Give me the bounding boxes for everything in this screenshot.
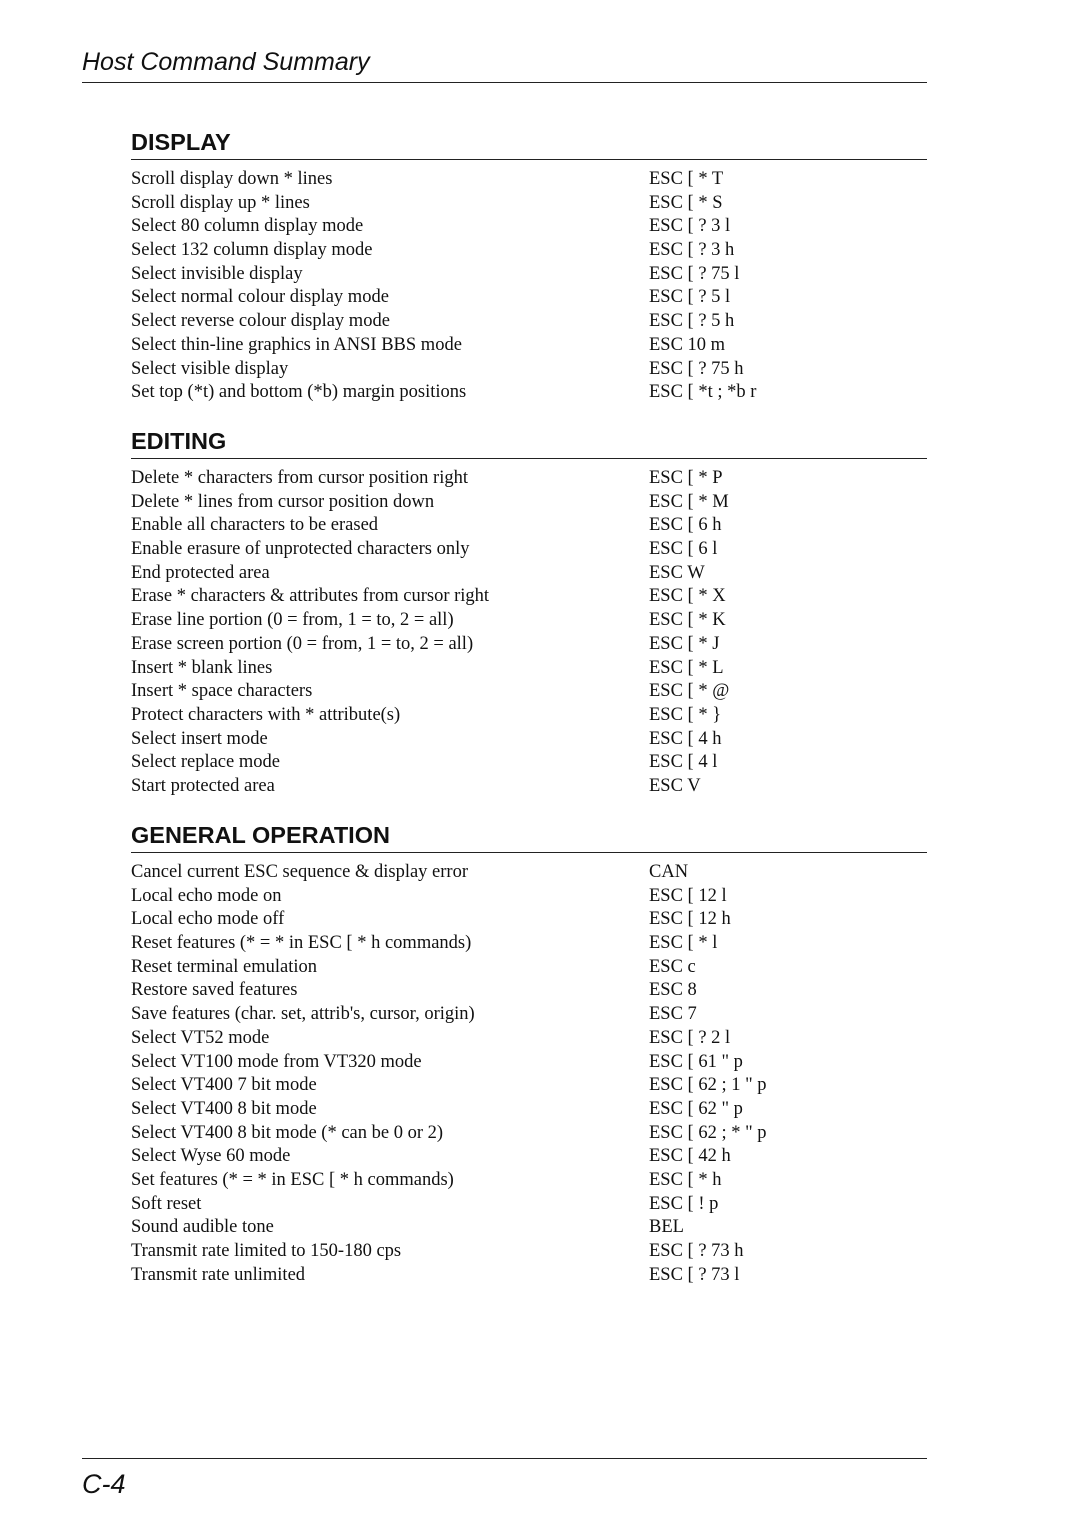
command-row xyxy=(131,1003,927,1027)
command-description: Enable all characters to be erased xyxy=(131,515,379,536)
command-description: Select visible display xyxy=(131,358,289,379)
section-general-operation xyxy=(131,820,927,1287)
command-description: Enable erasure of unprotected characters only xyxy=(131,539,470,560)
command-sequence: ESC [ 6 l xyxy=(649,539,718,560)
command-row xyxy=(131,704,927,728)
command-row xyxy=(131,1051,927,1075)
command-row xyxy=(131,215,927,239)
command-row xyxy=(131,1122,927,1146)
command-row xyxy=(131,192,927,216)
command-description: Reset terminal emulation xyxy=(131,956,317,977)
command-row xyxy=(131,657,927,681)
page-number: C-4 xyxy=(82,1469,126,1499)
command-description: Local echo mode off xyxy=(131,909,285,930)
command-sequence: ESC [ * h xyxy=(649,1169,722,1190)
command-description: Set top (*t) and bottom (*b) margin positions xyxy=(131,382,467,403)
command-row xyxy=(131,263,927,287)
command-row xyxy=(131,728,927,752)
section-editing xyxy=(131,426,927,799)
command-description: Save features (char. set, attrib's, cursor, origin) xyxy=(131,1004,475,1025)
command-description: Select thin-line graphics in ANSI BBS mode xyxy=(131,334,462,355)
command-row xyxy=(131,680,927,704)
command-sequence: ESC [ 12 l xyxy=(649,885,727,906)
command-sequence: ESC [ ! p xyxy=(649,1193,719,1214)
command-description: Scroll display up * lines xyxy=(131,192,310,213)
command-sequence: ESC [ * K xyxy=(649,610,726,631)
section-heading-general-operation: GENERAL OPERATION xyxy=(131,820,927,853)
command-description: Local echo mode on xyxy=(131,885,282,906)
command-sequence: ESC [ * P xyxy=(649,468,723,488)
command-sequence: ESC [ 62 ; 1 " p xyxy=(649,1075,767,1096)
command-row xyxy=(131,1027,927,1051)
command-sequence: ESC [ * l xyxy=(649,933,718,954)
command-row xyxy=(131,932,927,956)
command-sequence: ESC 10 m xyxy=(649,334,726,355)
command-sequence: ESC [ ? 2 l xyxy=(649,1027,731,1048)
command-row xyxy=(131,956,927,980)
command-description: Delete * characters from cursor position right xyxy=(131,468,468,488)
section-heading-editing: EDITING xyxy=(131,426,927,459)
command-row xyxy=(131,633,927,657)
command-description: Scroll display down * lines xyxy=(131,169,333,189)
page-header xyxy=(82,44,927,83)
command-description: Erase line portion (0 = from, 1 = to, 2 = all) xyxy=(131,610,454,631)
page-header-title: Host Command Summary xyxy=(82,48,370,76)
page-footer xyxy=(82,1458,927,1499)
command-sequence: ESC [ 4 l xyxy=(649,752,718,773)
command-sequence: ESC [ * S xyxy=(649,192,723,213)
command-description: Select VT400 7 bit mode xyxy=(131,1075,317,1096)
command-description: Select normal colour display mode xyxy=(131,287,389,308)
command-sequence: ESC [ ? 75 l xyxy=(649,263,740,284)
command-sequence: ESC [ 62 ; * " p xyxy=(649,1122,767,1143)
section-display xyxy=(131,127,927,405)
command-row xyxy=(131,775,927,799)
command-description: Soft reset xyxy=(131,1193,202,1214)
command-description: Erase * characters & attributes from cursor right xyxy=(131,586,490,607)
command-row xyxy=(131,609,927,633)
section-heading-display: DISPLAY xyxy=(131,127,927,160)
command-row xyxy=(131,286,927,310)
command-row xyxy=(131,1240,927,1264)
command-description: Set features (* = * in ESC [ * h commands) xyxy=(131,1169,454,1190)
command-row xyxy=(131,585,927,609)
command-description: Transmit rate limited to 150-180 cps xyxy=(131,1241,402,1261)
command-row xyxy=(131,381,927,405)
command-description: Select invisible display xyxy=(131,263,303,284)
command-sequence: ESC [ * J xyxy=(649,633,720,654)
command-list-editing xyxy=(131,467,927,799)
command-description: Select VT400 8 bit mode xyxy=(131,1098,317,1119)
command-description: Select Wyse 60 mode xyxy=(131,1146,291,1167)
command-sequence: ESC [ 4 h xyxy=(649,728,722,749)
command-sequence: ESC [ ? 73 h xyxy=(649,1241,744,1261)
command-sequence: ESC W xyxy=(649,562,705,583)
command-list-display xyxy=(131,168,927,405)
command-description: Select VT100 mode from VT320 mode xyxy=(131,1051,422,1072)
command-sequence: ESC [ * } xyxy=(649,704,722,725)
command-row xyxy=(131,1098,927,1122)
command-row xyxy=(131,358,927,382)
command-sequence: ESC 7 xyxy=(649,1004,697,1025)
command-row xyxy=(131,861,927,885)
command-sequence: ESC [ * X xyxy=(649,586,726,607)
command-sequence: ESC [ ? 5 h xyxy=(649,311,735,332)
command-sequence: CAN xyxy=(649,862,689,882)
command-list-general-operation xyxy=(131,861,927,1287)
command-sequence: BEL xyxy=(649,1217,684,1238)
command-row xyxy=(131,467,927,491)
command-description: Select VT52 mode xyxy=(131,1027,270,1048)
command-row xyxy=(131,1145,927,1169)
command-sequence: ESC [ ? 3 l xyxy=(649,216,731,237)
command-sequence: ESC [ 42 h xyxy=(649,1146,731,1167)
command-sequence: ESC [ ? 73 l xyxy=(649,1264,740,1285)
command-description: Erase screen portion (0 = from, 1 = to, 2 = all) xyxy=(131,633,474,654)
command-description: Delete * lines from cursor position down xyxy=(131,491,435,512)
command-sequence: ESC [ * L xyxy=(649,657,724,678)
command-description: Transmit rate unlimited xyxy=(131,1264,306,1285)
command-sequence: ESC 8 xyxy=(649,980,697,1001)
command-sequence: ESC [ 62 " p xyxy=(649,1098,743,1119)
command-sequence: ESC [ *t ; *b r xyxy=(649,382,757,403)
command-sequence: ESC [ 61 " p xyxy=(649,1051,743,1072)
command-row xyxy=(131,1169,927,1193)
command-description: Protect characters with * attribute(s) xyxy=(131,704,401,725)
command-description: Reset features (* = * in ESC [ * h commands) xyxy=(131,933,472,954)
command-row xyxy=(131,908,927,932)
command-description: Start protected area xyxy=(131,775,275,796)
command-row xyxy=(131,310,927,334)
command-description: Sound audible tone xyxy=(131,1217,274,1238)
command-sequence: ESC V xyxy=(649,775,701,796)
command-row xyxy=(131,979,927,1003)
command-description: Select VT400 8 bit mode (* can be 0 or 2) xyxy=(131,1122,444,1143)
command-row xyxy=(131,239,927,263)
command-row xyxy=(131,1193,927,1217)
command-row xyxy=(131,562,927,586)
command-sequence: ESC c xyxy=(649,956,696,977)
command-description: End protected area xyxy=(131,562,270,583)
command-sequence: ESC [ * @ xyxy=(649,681,730,702)
command-row xyxy=(131,514,927,538)
command-description: Cancel current ESC sequence & display error xyxy=(131,862,468,882)
command-row xyxy=(131,751,927,775)
command-sequence: ESC [ 6 h xyxy=(649,515,722,536)
command-row xyxy=(131,1264,927,1288)
command-sequence: ESC [ ? 5 l xyxy=(649,287,731,308)
command-row xyxy=(131,1074,927,1098)
command-sequence: ESC [ ? 75 h xyxy=(649,358,744,379)
command-sequence: ESC [ 12 h xyxy=(649,909,731,930)
command-row xyxy=(131,334,927,358)
command-description: Select 80 column display mode xyxy=(131,216,364,237)
command-description: Select reverse colour display mode xyxy=(131,311,390,332)
command-description: Select 132 column display mode xyxy=(131,240,373,261)
command-description: Insert * blank lines xyxy=(131,657,273,678)
command-sequence: ESC [ ? 3 h xyxy=(649,240,735,261)
command-sequence: ESC [ * T xyxy=(649,169,724,189)
command-description: Select insert mode xyxy=(131,728,268,749)
command-row xyxy=(131,885,927,909)
command-sequence: ESC [ * M xyxy=(649,491,729,512)
command-description: Insert * space characters xyxy=(131,681,313,702)
command-row xyxy=(131,168,927,192)
command-description: Restore saved features xyxy=(131,980,298,1001)
command-row xyxy=(131,1216,927,1240)
command-row xyxy=(131,491,927,515)
command-description: Select replace mode xyxy=(131,752,280,773)
command-row xyxy=(131,538,927,562)
